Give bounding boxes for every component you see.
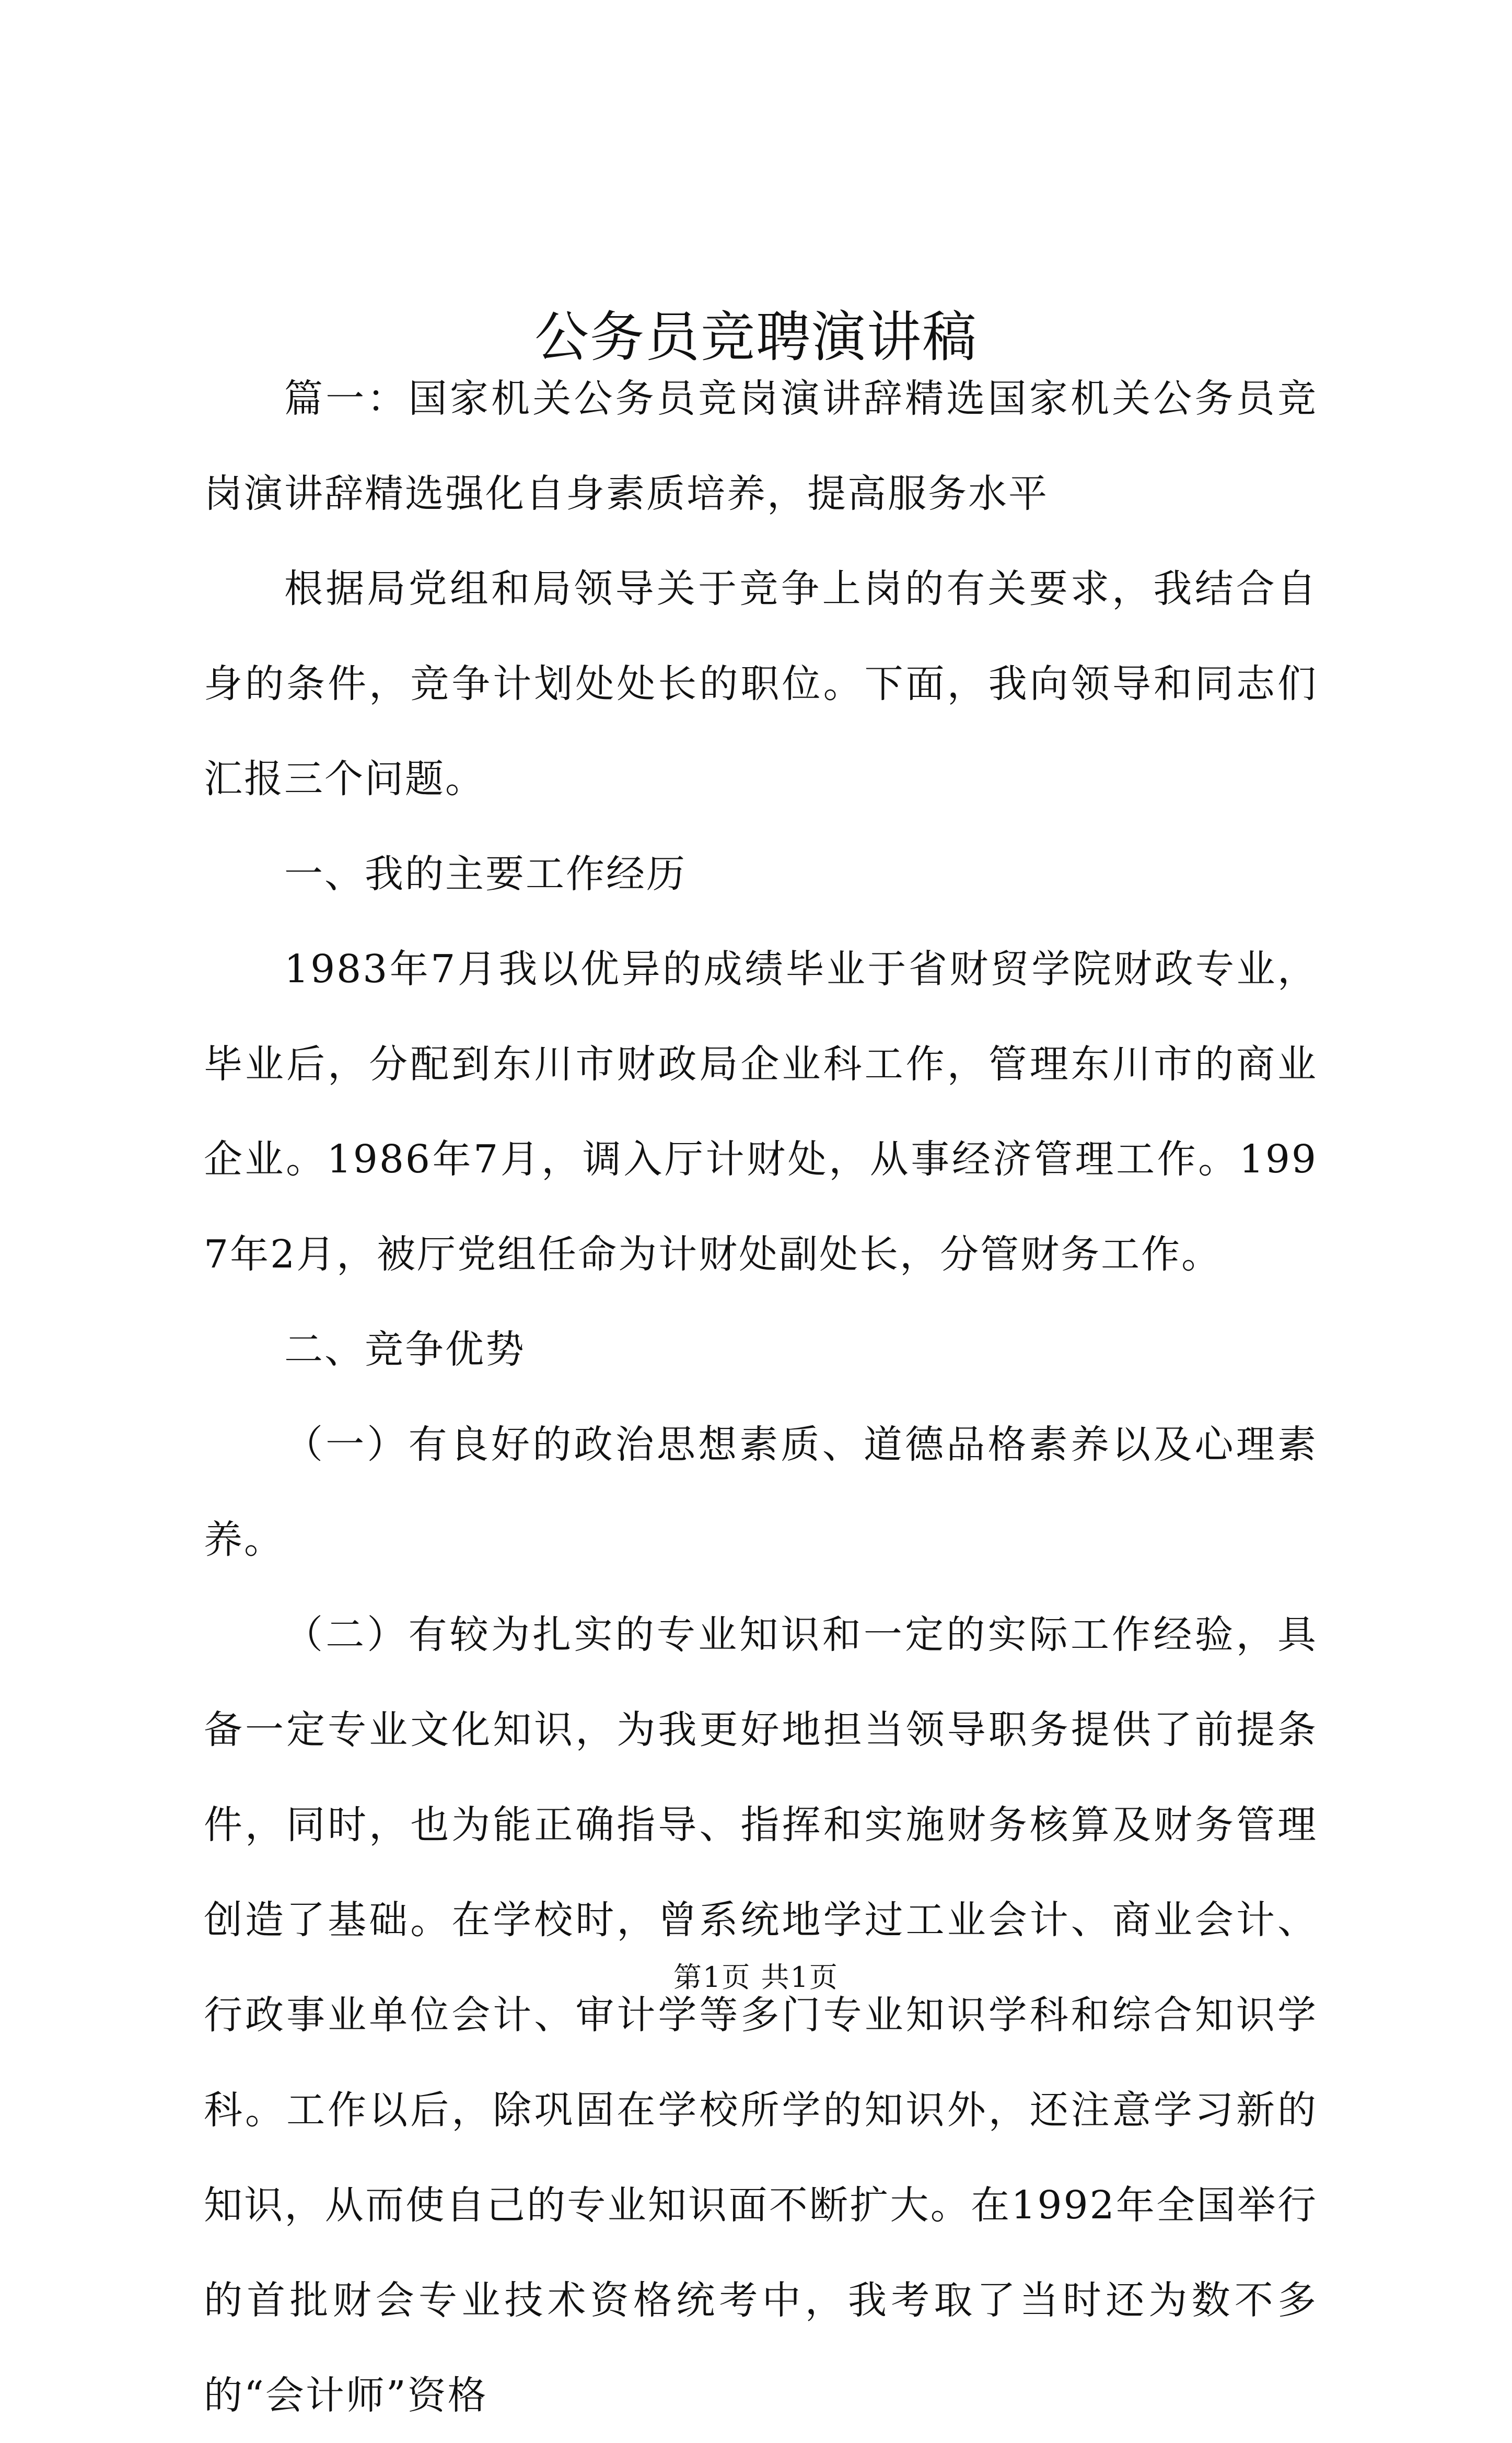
document-title: 公务员竞聘演讲稿 — [534, 305, 978, 369]
document-body — [204, 351, 1318, 2443]
paragraph-4: （一）有良好的政治思想素质、道德品格素养以及心理素养。 — [204, 1422, 1318, 1562]
section-heading-2: 二、竞争优势 — [284, 1327, 526, 1372]
section-heading-1: 一、我的主要工作经历 — [284, 852, 687, 897]
paragraph-5: （二）有较为扎实的专业知识和一定的实际工作经验，具备一定专业文化知识，为我更好地担当领导职务提供了前提条件，同时，也为能正确指导、指挥和实施财务核算及财务管理创造了基础。在学校时，曾系统地学过工业会计、商业会计、行政事业单位会计、审计学等多门专业知识学科和综合知识学科。工作以后，除巩固在学校所学的知识外，还注意学习新的知识，从而使自己的专业知识面不断扩大。在1992年全国举行的首批财会专业技术资格统考中，我考取了当时还为数不多的“会计师”资格 — [204, 1612, 1318, 2418]
paragraph-3: 1983年7月我以优异的成绩毕业于省财贸学院财政专业，毕业后，分配到东川市财政局企业科工作，管理东川市的商业企业。1986年7月，调入厅计财处，从事经济管理工作。1997年2月，被厅党组任命为计财处副处长，分管财务工作。 — [204, 947, 1318, 1277]
page-footer: 第1页 共1页 — [673, 1961, 839, 1994]
paragraph-2: 根据局党组和局领导关于竞争上岗的有关要求，我结合自身的条件，竞争计划处处长的职位。下面，我向领导和同志们汇报三个问题。 — [204, 566, 1318, 801]
paragraph-1: 篇一：国家机关公务员竞岗演讲辞精选国家机关公务员竞岗演讲辞精选强化自身素质培养，提高服务水平 — [204, 376, 1318, 516]
